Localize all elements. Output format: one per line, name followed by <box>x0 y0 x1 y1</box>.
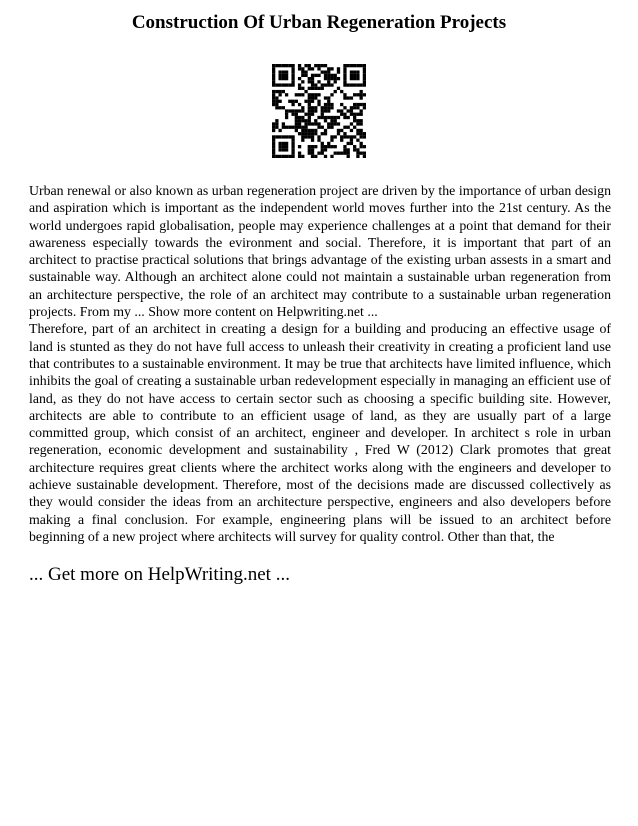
qr-code-icon <box>272 64 366 158</box>
document-title: Construction Of Urban Regeneration Projects <box>131 12 507 33</box>
get-more-link[interactable]: ... Get more on HelpWriting.net ... <box>29 564 290 585</box>
document-body <box>29 182 611 545</box>
paragraph-1: Urban renewal or also known as urban regeneration project are driven by the importance of urban design and aspiration which is important as the independent world moves further into the 21st century. As the world undergoes rapid globalisation, people may experience challenges at a point that demand for their awareness especially towards the evironment and social. Therefore, it is important that part of an architect to practise practical solutions that brings advantage of the existing urban assests in a smart and sustainable way. Although an architect alone could not maintain a sustainable urban regeneration from an architecture perspective, the role of an architect may contribute to a sustainable urban regeneration projects. From my ... Show more content on Helpwriting.net ... <box>29 183 611 320</box>
paragraph-2: Therefore, part of an architect in creating a design for a building and producing an effective usage of land is stunted as they do not have full access to unleash their creativity in creating a proficient land use that contributes to a sustainable environment. It may be true that architects have limited influence, which inhibits the goal of creating a sustainable urban redevelopment especially in managing an efficient use of land, as they do not have access to certain sector such as choosing a specific building site. However, architects are able to contribute to an efficient usage of land, as they are usually part of a large committed group, which consist of an architect, engineer and developer. In architect s role in urban regeneration, economic development and sustainability , Fred W (2012) Clark promotes that great architecture requires great clients where the architect works along with the engineers and developer to achieve sustainable development. Therefore, most of the decisions made are discussed collectively as they would consider the ideas from an architecture perspective, engineers and also developers before making a final conclusion. For example, engineering plans will be issued to an architect before beginning of a new project where architects will survey for quality control. Other than that, the <box>29 321 611 544</box>
